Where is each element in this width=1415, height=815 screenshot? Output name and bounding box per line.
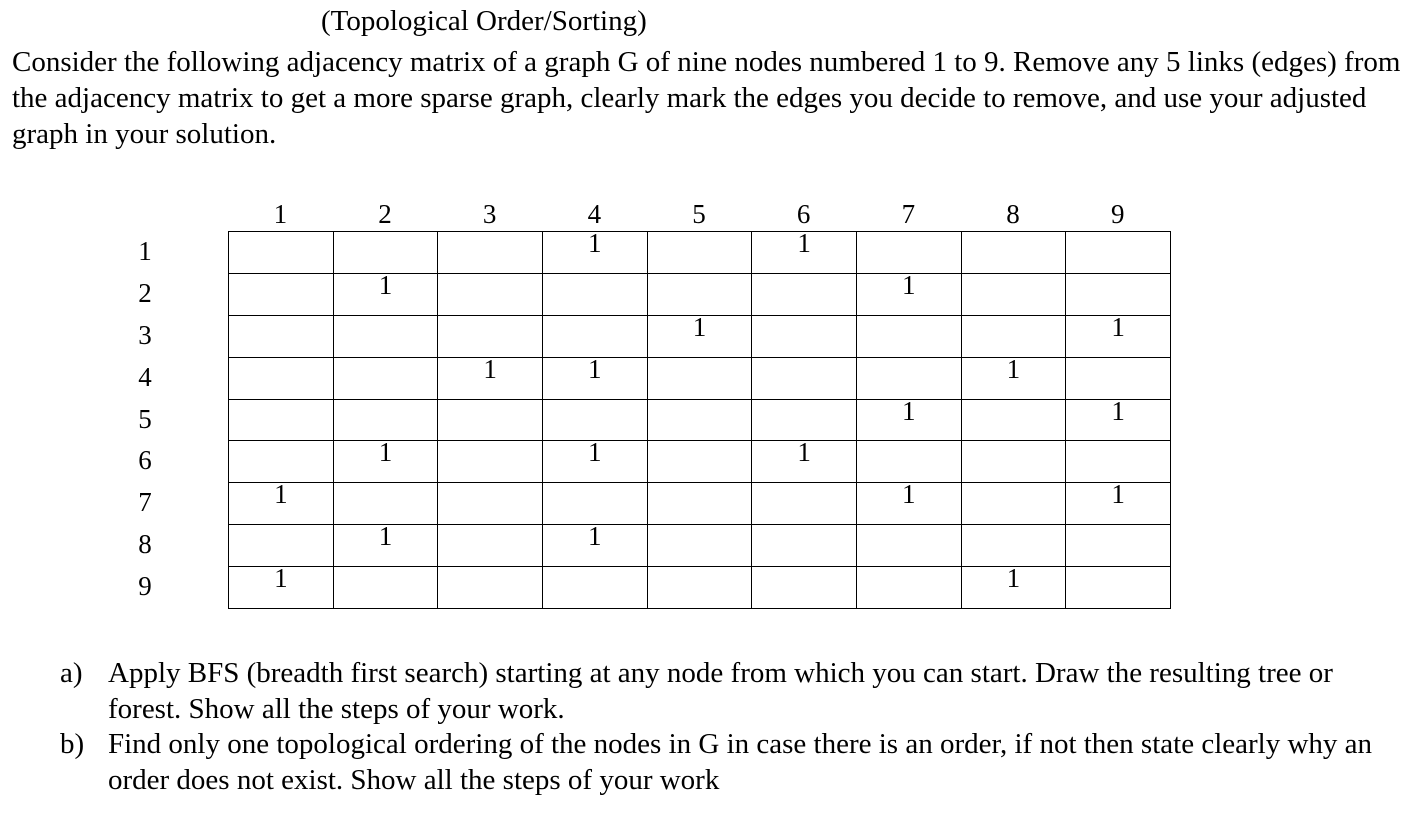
matrix-cell xyxy=(961,563,1066,609)
matrix-cell xyxy=(647,232,752,274)
matrix-cell xyxy=(856,269,961,315)
matrix-cell xyxy=(647,567,752,609)
matrix-cell xyxy=(229,357,334,399)
matrix-cell-value: 1 xyxy=(902,395,916,426)
row-label-9: 9 xyxy=(138,571,152,602)
row-label-4: 4 xyxy=(138,361,152,392)
matrix-cell xyxy=(752,399,857,441)
matrix-cell-value: 1 xyxy=(902,269,916,300)
row-label-1: 1 xyxy=(138,236,152,266)
matrix-cell xyxy=(961,232,1066,274)
matrix-row xyxy=(229,483,1171,525)
matrix-cell xyxy=(229,441,334,483)
matrix-cell-value: 1 xyxy=(692,311,707,342)
question-b-marker: b) xyxy=(60,728,85,760)
matrix-cell-value: 1 xyxy=(274,563,288,593)
matrix-cell xyxy=(333,269,438,315)
matrix-cell xyxy=(333,232,438,274)
row-label-6: 6 xyxy=(138,445,152,476)
matrix-cell xyxy=(333,437,438,483)
matrix-cell xyxy=(438,232,543,274)
matrix-cell xyxy=(961,353,1066,399)
matrix-cell xyxy=(438,315,543,357)
matrix-cell xyxy=(856,232,961,274)
row-label-8: 8 xyxy=(138,529,152,560)
matrix-cell-value: 1 xyxy=(1006,353,1021,384)
matrix-cell xyxy=(542,353,647,399)
matrix-cell xyxy=(647,311,752,357)
column-label-1: 1 xyxy=(273,199,288,229)
matrix-body xyxy=(229,228,1171,609)
column-label-8: 8 xyxy=(1006,199,1020,229)
page-title: (Topological Order/Sorting) xyxy=(321,5,647,37)
row-label-3: 3 xyxy=(138,319,152,350)
matrix-cell xyxy=(1066,479,1171,525)
matrix-cell-value: 1 xyxy=(588,353,602,384)
question-list xyxy=(60,656,1400,798)
matrix-cell xyxy=(438,483,543,525)
matrix-cell xyxy=(438,441,543,483)
matrix-cell xyxy=(752,437,857,483)
matrix-cell xyxy=(647,441,752,483)
matrix-row xyxy=(229,567,1171,609)
matrix-cell xyxy=(856,479,961,525)
column-label-5: 5 xyxy=(692,199,706,229)
matrix-cell-value: 1 xyxy=(378,521,393,552)
matrix-cell xyxy=(1066,441,1171,483)
matrix-cell xyxy=(647,525,752,567)
matrix-cell xyxy=(752,567,857,609)
matrix-cell xyxy=(333,357,438,399)
matrix-row xyxy=(229,399,1171,441)
matrix-column-labels xyxy=(228,197,1170,231)
column-label-4: 4 xyxy=(587,199,602,229)
matrix-cell xyxy=(856,441,961,483)
column-label-9: 9 xyxy=(1110,199,1125,229)
matrix-cell xyxy=(229,399,334,441)
matrix-cell xyxy=(542,483,647,525)
matrix-cell xyxy=(1066,311,1171,357)
matrix-cell xyxy=(438,525,543,567)
question-b-text: Find only one topological ordering of the nodes in G in case there is an order, if not then state clearly why an order does not exist. Show all the steps of your work xyxy=(108,728,1373,796)
matrix-cell xyxy=(542,567,647,609)
matrix-cell xyxy=(856,357,961,399)
matrix-cell xyxy=(647,399,752,441)
matrix-cell xyxy=(438,567,543,609)
matrix-cell xyxy=(752,483,857,525)
matrix-cell xyxy=(333,567,438,609)
matrix-cell-value: 1 xyxy=(588,228,602,258)
matrix-cell xyxy=(752,228,857,274)
matrix-cell xyxy=(961,441,1066,483)
matrix-cell xyxy=(229,232,334,274)
question-a-text: Apply BFS (breadth first search) starting at any node from which you can start. Draw the resulting tree or forest. Show all the steps of your work. xyxy=(108,657,1333,725)
problem-statement: Consider the following adjacency matrix of a graph G of nine nodes numbered 1 to 9. Remove any 5 links (edges) from the adjacency matrix to get a more sparse graph, clearly mark the edges you decide to remove, and use your adjusted graph in your solution. xyxy=(12,46,1401,150)
matrix-cell xyxy=(647,357,752,399)
matrix-cell-value: 1 xyxy=(274,479,288,510)
matrix-cell xyxy=(333,483,438,525)
matrix-cell xyxy=(542,273,647,315)
row-label-5: 5 xyxy=(138,403,152,434)
matrix-cell xyxy=(856,567,961,609)
question-a xyxy=(60,656,1400,727)
matrix-cell xyxy=(333,399,438,441)
matrix-cell xyxy=(752,315,857,357)
matrix-row xyxy=(229,357,1171,399)
matrix-cell xyxy=(1066,567,1171,609)
matrix-cell xyxy=(542,399,647,441)
matrix-cell-value: 1 xyxy=(483,353,497,384)
matrix-cell-value: 1 xyxy=(902,479,916,510)
matrix-cell xyxy=(438,273,543,315)
column-label-3: 3 xyxy=(482,199,497,229)
matrix-cell-value: 1 xyxy=(588,521,602,552)
matrix-cell xyxy=(961,525,1066,567)
matrix-cell xyxy=(229,479,334,525)
matrix-cell xyxy=(961,399,1066,441)
matrix-cell xyxy=(333,521,438,567)
matrix-cell xyxy=(1066,525,1171,567)
matrix-cell-value: 1 xyxy=(1006,563,1021,593)
row-label-2: 2 xyxy=(138,277,152,308)
matrix-cell xyxy=(542,521,647,567)
matrix-cell xyxy=(752,357,857,399)
row-label-7: 7 xyxy=(138,487,152,518)
matrix-cell xyxy=(542,228,647,274)
adjacency-matrix xyxy=(228,228,1171,609)
matrix-cell xyxy=(229,315,334,357)
matrix-cell-value: 1 xyxy=(1111,311,1125,342)
matrix-cell xyxy=(856,315,961,357)
matrix-cell-value: 1 xyxy=(797,228,811,258)
matrix-cell xyxy=(229,563,334,609)
matrix-cell xyxy=(1066,232,1171,274)
matrix-cell-value: 1 xyxy=(378,437,393,468)
column-label-7: 7 xyxy=(901,199,916,229)
matrix-cell xyxy=(752,273,857,315)
matrix-cell xyxy=(856,525,961,567)
matrix-row xyxy=(229,232,1171,274)
matrix-cell-value: 1 xyxy=(797,437,811,468)
matrix-cell-value: 1 xyxy=(588,437,602,468)
matrix-cell xyxy=(856,395,961,441)
matrix-cell xyxy=(1066,357,1171,399)
matrix-cell xyxy=(1066,395,1171,441)
column-label-2: 2 xyxy=(378,199,392,229)
matrix-row xyxy=(229,441,1171,483)
column-label-6: 6 xyxy=(796,199,811,229)
matrix-cell xyxy=(542,437,647,483)
matrix-cell xyxy=(438,353,543,399)
matrix-cell xyxy=(752,525,857,567)
question-a-marker: a) xyxy=(60,657,83,689)
matrix-cell xyxy=(961,483,1066,525)
matrix-cell xyxy=(542,315,647,357)
matrix-cell-value: 1 xyxy=(378,269,393,300)
matrix-cell xyxy=(1066,273,1171,315)
matrix-row-labels xyxy=(128,231,162,608)
matrix-row xyxy=(229,273,1171,315)
matrix-row xyxy=(229,315,1171,357)
matrix-cell xyxy=(229,273,334,315)
matrix-row xyxy=(229,525,1171,567)
matrix-cell xyxy=(333,315,438,357)
question-b xyxy=(60,727,1400,798)
matrix-cell-value: 1 xyxy=(1111,479,1125,510)
matrix-cell xyxy=(961,315,1066,357)
matrix-cell xyxy=(438,399,543,441)
matrix-cell xyxy=(229,525,334,567)
matrix-cell xyxy=(961,273,1066,315)
matrix-cell-value: 1 xyxy=(1111,395,1125,426)
matrix-cell xyxy=(647,483,752,525)
matrix-cell xyxy=(647,273,752,315)
